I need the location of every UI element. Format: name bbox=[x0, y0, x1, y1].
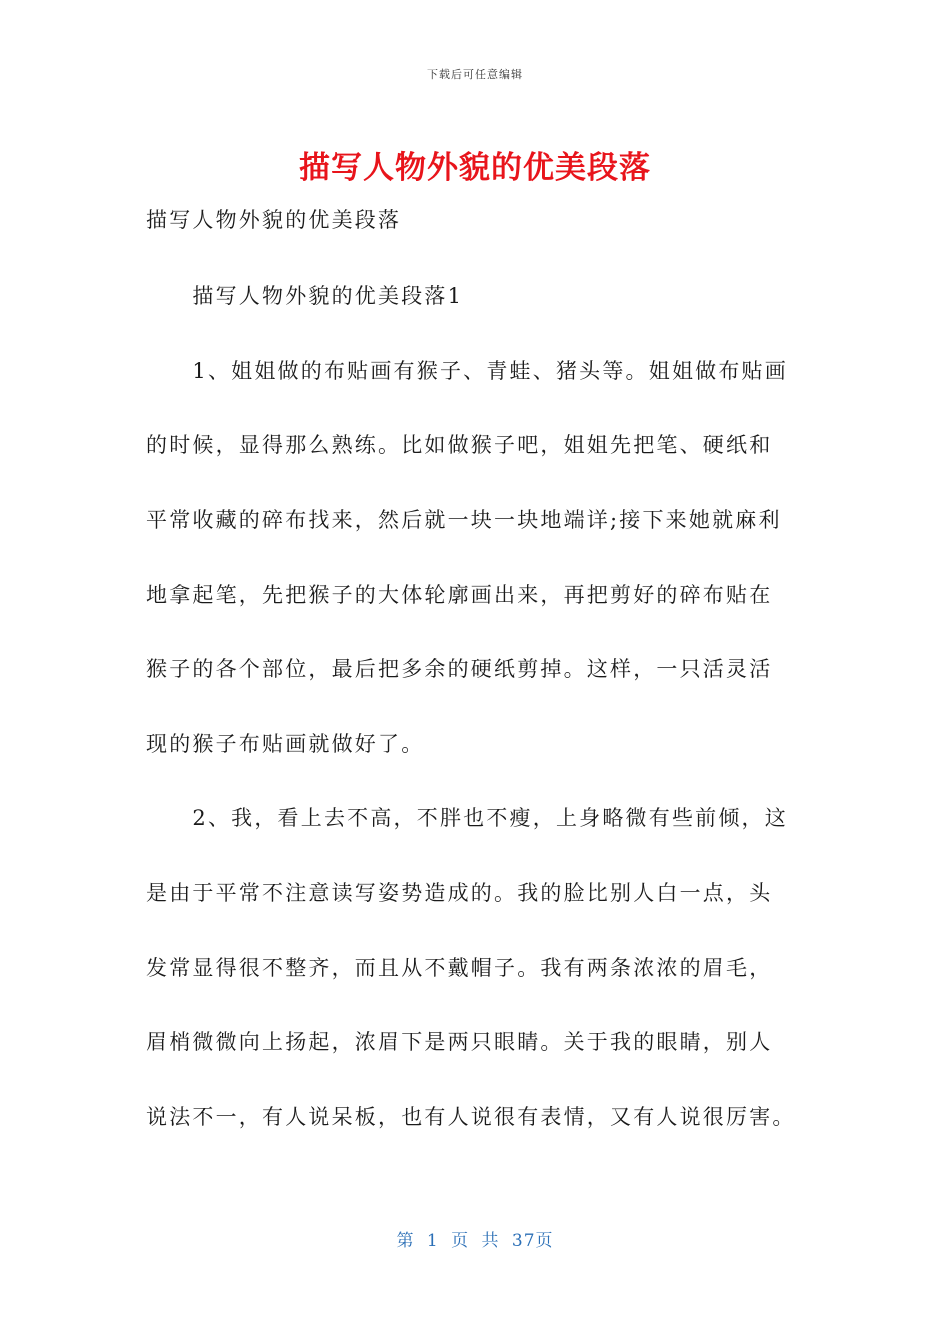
paragraph-line: 1、姐姐做的布贴画有猴子、青蛙、猪头等。姐姐做布贴画 bbox=[146, 359, 788, 383]
paragraph-line: 发常显得很不整齐，而且从不戴帽子。我有两条浓浓的眉毛， bbox=[146, 956, 773, 980]
page-number-footer: 第 1 页 共 37页 bbox=[396, 1231, 554, 1251]
paragraph-line: 眉梢微微向上扬起，浓眉下是两只眼睛。关于我的眼睛，别人 bbox=[146, 1030, 773, 1054]
paragraph-line: 2、我，看上去不高，不胖也不瘦，上身略微有些前倾，这 bbox=[146, 806, 788, 830]
paragraph-line: 平常收藏的碎布找来，然后就一块一块地端详;接下来她就麻利 bbox=[146, 508, 782, 532]
paragraph-line: 说法不一，有人说呆板，也有人说很有表情，又有人说很厉害。 bbox=[146, 1105, 796, 1129]
paragraph-line: 是由于平常不注意读写姿势造成的。我的脸比别人白一点，头 bbox=[146, 881, 773, 905]
document-title: 描写人物外貌的优美段落 bbox=[299, 150, 651, 186]
paragraph-line: 地拿起笔，先把猴子的大体轮廓画出来，再把剪好的碎布贴在 bbox=[146, 583, 773, 607]
header-note: 下载后可任意编辑 bbox=[427, 68, 523, 81]
subtitle-line: 描写人物外貌的优美段落 bbox=[146, 208, 402, 232]
section-heading: 描写人物外貌的优美段落1 bbox=[146, 284, 464, 308]
paragraph-line: 猴子的各个部位，最后把多余的硬纸剪掉。这样，一只活灵活 bbox=[146, 657, 773, 681]
paragraph-line: 的时候，显得那么熟练。比如做猴子吧，姐姐先把笔、硬纸和 bbox=[146, 433, 773, 457]
paragraph-line: 现的猴子布贴画就做好了。 bbox=[146, 732, 425, 756]
